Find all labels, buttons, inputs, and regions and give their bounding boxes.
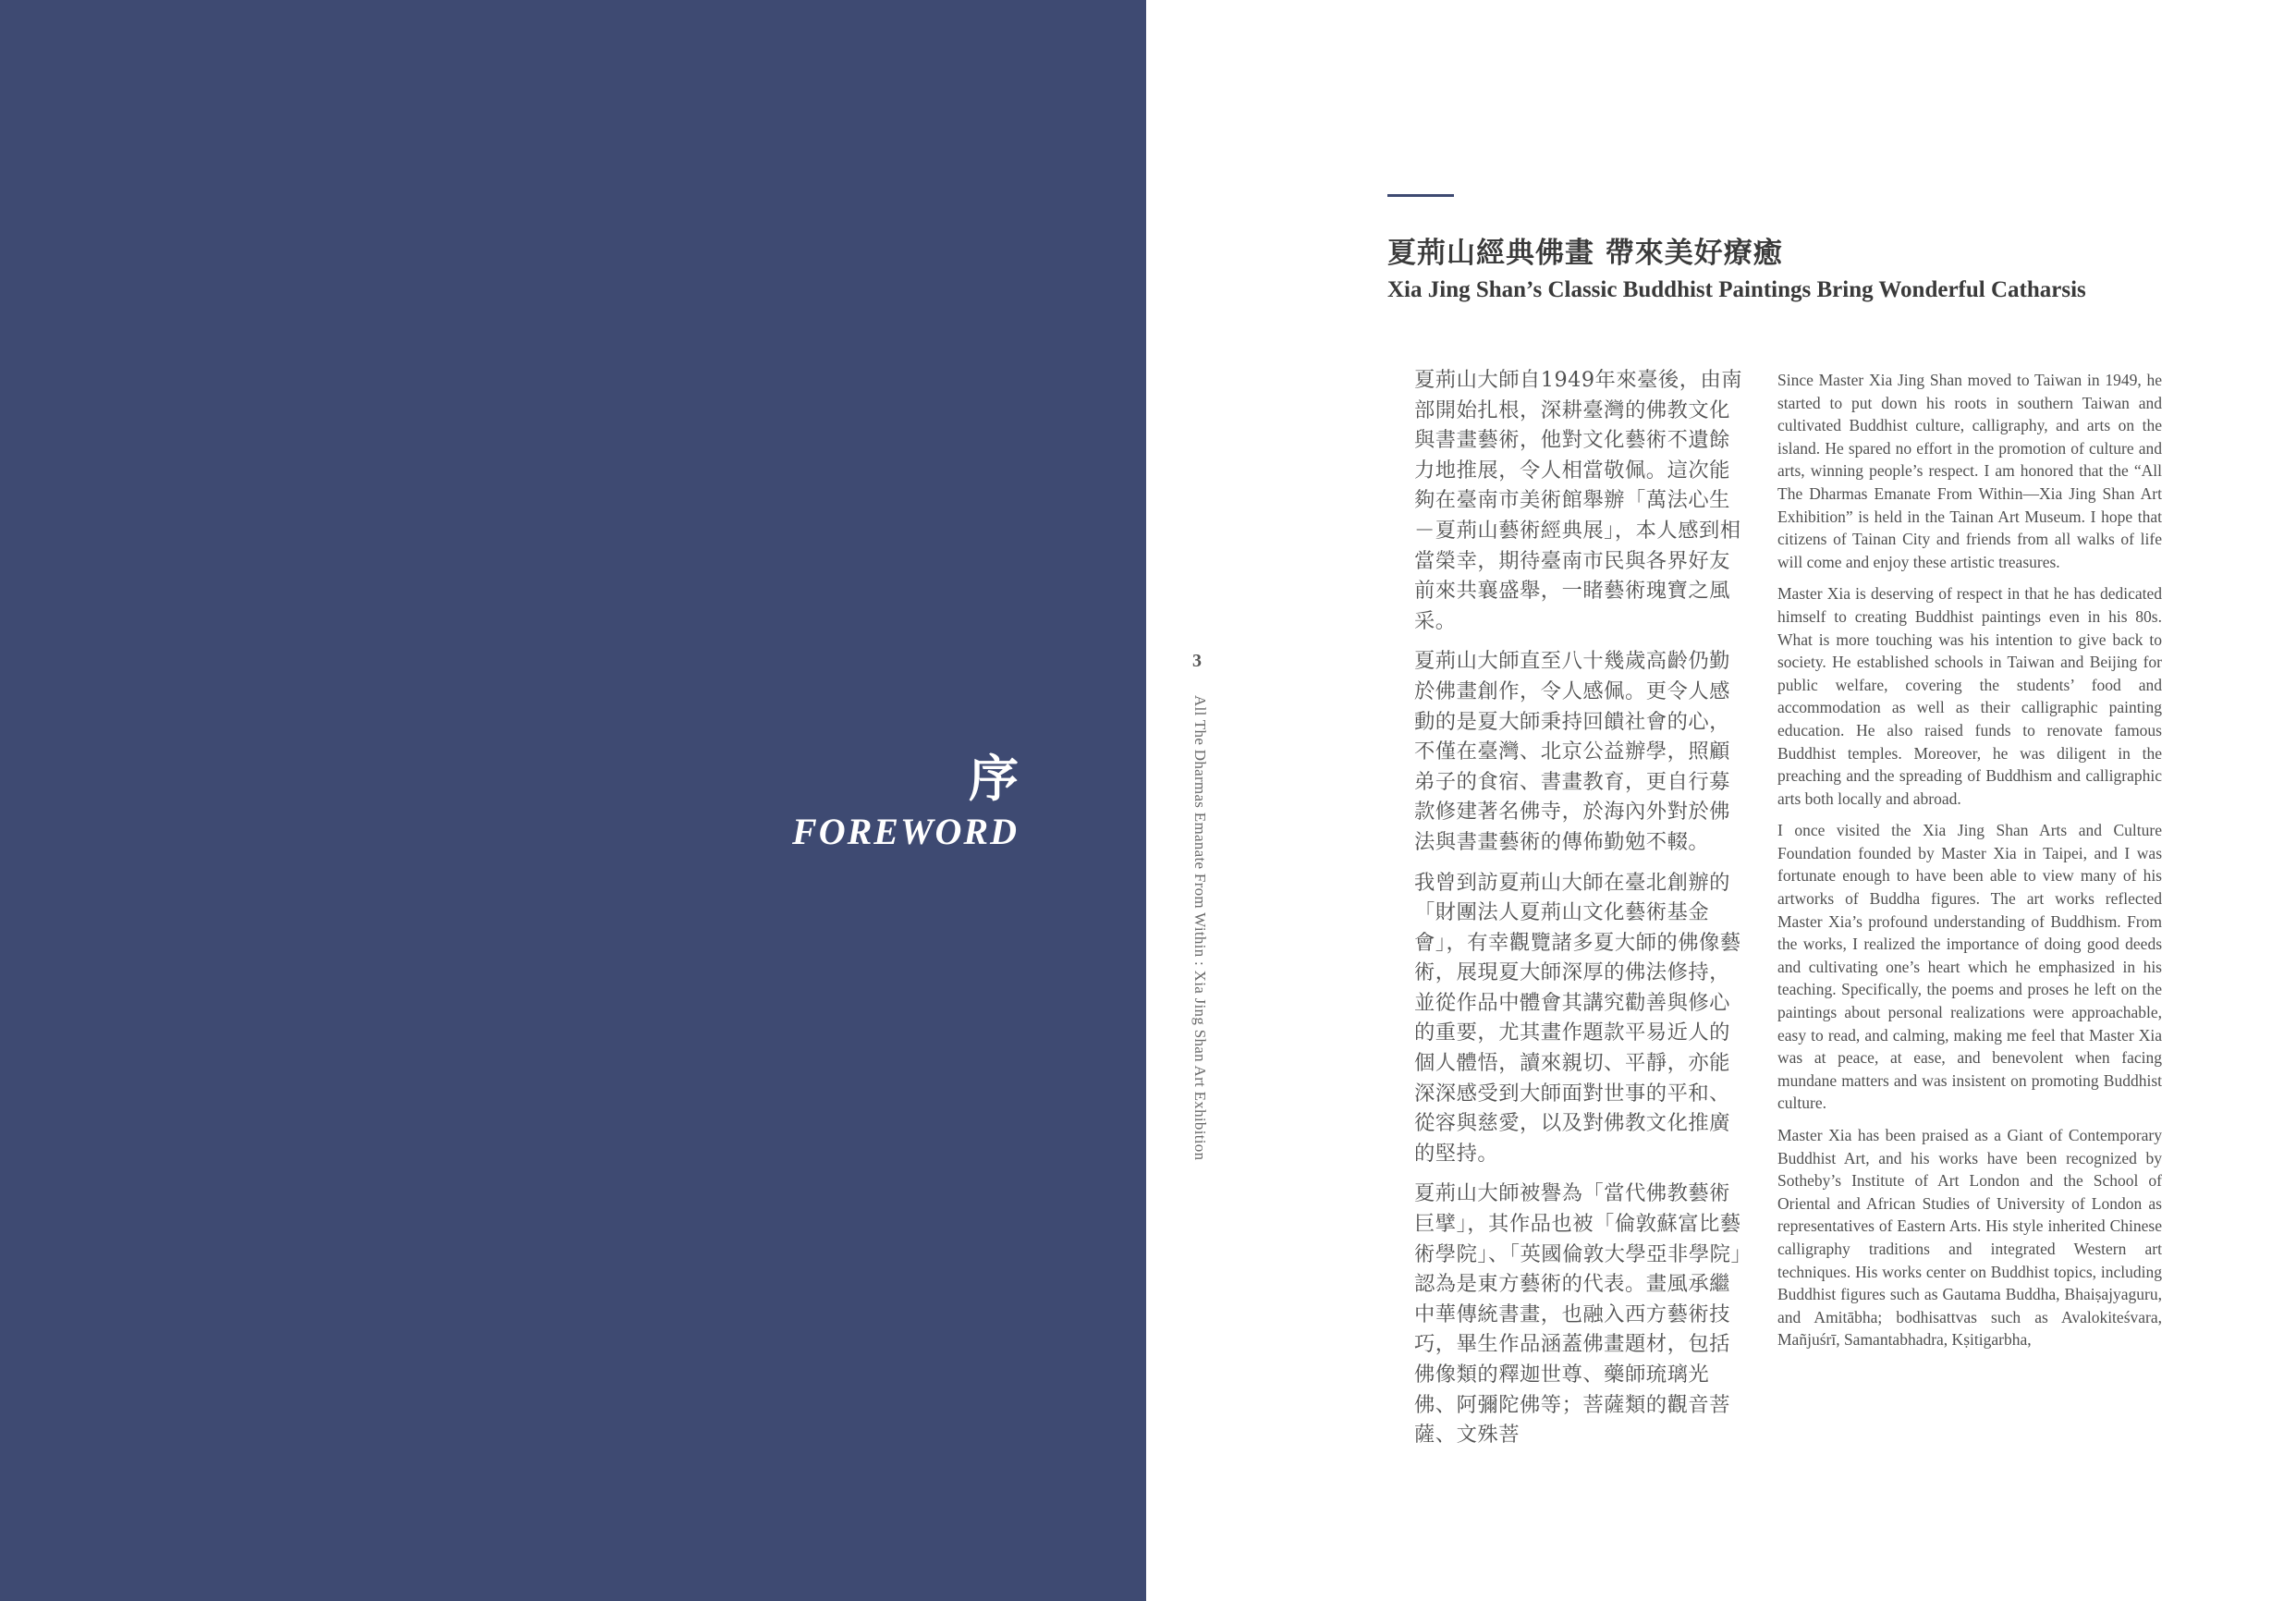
- title-accent-rule: [1387, 194, 1454, 197]
- paragraph-en: I once visited the Xia Jing Shan Arts and Culture Foundation founded by Master Xia in Taipei, and I was fortunate enough to have been able to view many of his artworks of Buddha figures. The art works reflected Master Xia’s profound understanding of Buddhism. From the works, I realized the importance of doing good deeds and cultivating one’s heart which he emphasized in his teaching. Specifically, the poems and proses he left on the paintings about personal realizations were approachable, easy to read, and calming, making me feel that Master Xia was at peace, at ease, and benevolent when facing mundane matters and was insistent on promoting Buddhist culture.: [1777, 821, 2162, 1113]
- left-color-panel: [0, 0, 1146, 1601]
- article-title-chinese: 夏荊山經典佛畫 帶來美好療癒: [1387, 237, 1783, 270]
- paragraph-zh: 夏荊山大師被譽為「當代佛教藝術巨擘」，其作品也被「倫敦蘇富比藝術學院」、「英國倫敦大學亞非學院」認為是東方藝術的代表。畫風承繼中華傳統書畫，也融入西方藝術技巧，畢生作品涵蓋佛畫題材，包括佛像類的釋迦世尊、藥師琉璃光佛、阿彌陀佛等；菩薩類的觀音菩薩、文殊菩: [1414, 1181, 1742, 1448]
- paragraph-en: Master Xia has been praised as a Giant of Contemporary Buddhist Art, and his works have been recognized by Sotheby’s Institute of Art London and the School of Oriental and African Studies of University of London as representatives of Eastern Arts. His style inherited Chinese calligraphy traditions and integrated Western art techniques. His works center on Buddhist topics, including Buddhist figures such as Gautama Buddha, Bhaiṣajyaguru, and Amitābha; bodhisattvas such as Avalokiteśvara, Mañjuśrī, Samantabhadra, Kṣitigarbha,: [1777, 1126, 2162, 1350]
- section-heading-chinese: 序: [969, 749, 1019, 808]
- english-text-column: [1777, 369, 2162, 1361]
- chinese-text-column: [1414, 365, 1743, 1460]
- paragraph-en: Master Xia is deserving of respect in that he has dedicated himself to creating Buddhist paintings even in his 80s. What is more touching was his intention to give back to society. He established schools in Taiwan and Beijing for public welfare, covering the students’ food and accommodation as well as their calligraphic painting education. He also raised funds to renovate famous Buddhist temples. Moreover, he was diligent in the preaching and the spreading of Buddhism and calligraphic arts both locally and abroad.: [1777, 584, 2162, 808]
- paragraph-zh: 夏荊山大師直至八十幾歲高齡仍勤於佛畫創作，令人感佩。更令人感動的是夏大師秉持回饋社會的心，不僅在臺灣、北京公益辦學，照顧弟子的食宿、書畫教育，更自行募款修建著名佛寺，於海內外對於佛法與書畫藝術的傳佈勤勉不輟。: [1414, 649, 1730, 854]
- running-title: All The Dharmas Emanate From Within : Xia Jing Shan Art Exhibition: [1191, 695, 1209, 1161]
- page-number: 3: [1192, 651, 1202, 671]
- article-title-english: Xia Jing Shan’s Classic Buddhist Paintings Bring Wonderful Catharsis: [1387, 277, 2086, 302]
- section-heading-english: FOREWORD: [792, 811, 1019, 852]
- paragraph-zh: 我曾到訪夏荊山大師在臺北創辦的「財團法人夏荊山文化藝術基金會」，有幸觀覽諸多夏大師的佛像藝術，展現夏大師深厚的佛法修持，並從作品中體會其講究勸善與修心的重要，尤其畫作題款平易近人的個人體悟，讀來親切、平靜，亦能深深感受到大師面對世事的平和、從容與慈愛，以及對佛教文化推廣的堅持。: [1414, 870, 1741, 1166]
- paragraph-en: Since Master Xia Jing Shan moved to Taiwan in 1949, he started to put down his roots in southern Taiwan and cultivated Buddhist culture, calligraphy, and arts on the island. He spared no effort in the promotion of culture and arts, winning people’s respect. I am honored that the “All The Dharmas Emanate From Within—Xia Jing Shan Art Exhibition” is held in the Tainan Art Museum. I hope that citizens of Tainan City and friends from all walks of life will come and enjoy these artistic treasures.: [1777, 371, 2162, 571]
- paragraph-zh: 夏荊山大師自1949年來臺後，由南部開始扎根，深耕臺灣的佛教文化與書畫藝術，他對文化藝術不遺餘力地推展，令人相當敬佩。這次能夠在臺南市美術館舉辦「萬法心生－夏荊山藝術經典展」，本人感到相當榮幸，期待臺南市民與各界好友前來共襄盛舉，一睹藝術瑰寶之風采。: [1414, 368, 1743, 633]
